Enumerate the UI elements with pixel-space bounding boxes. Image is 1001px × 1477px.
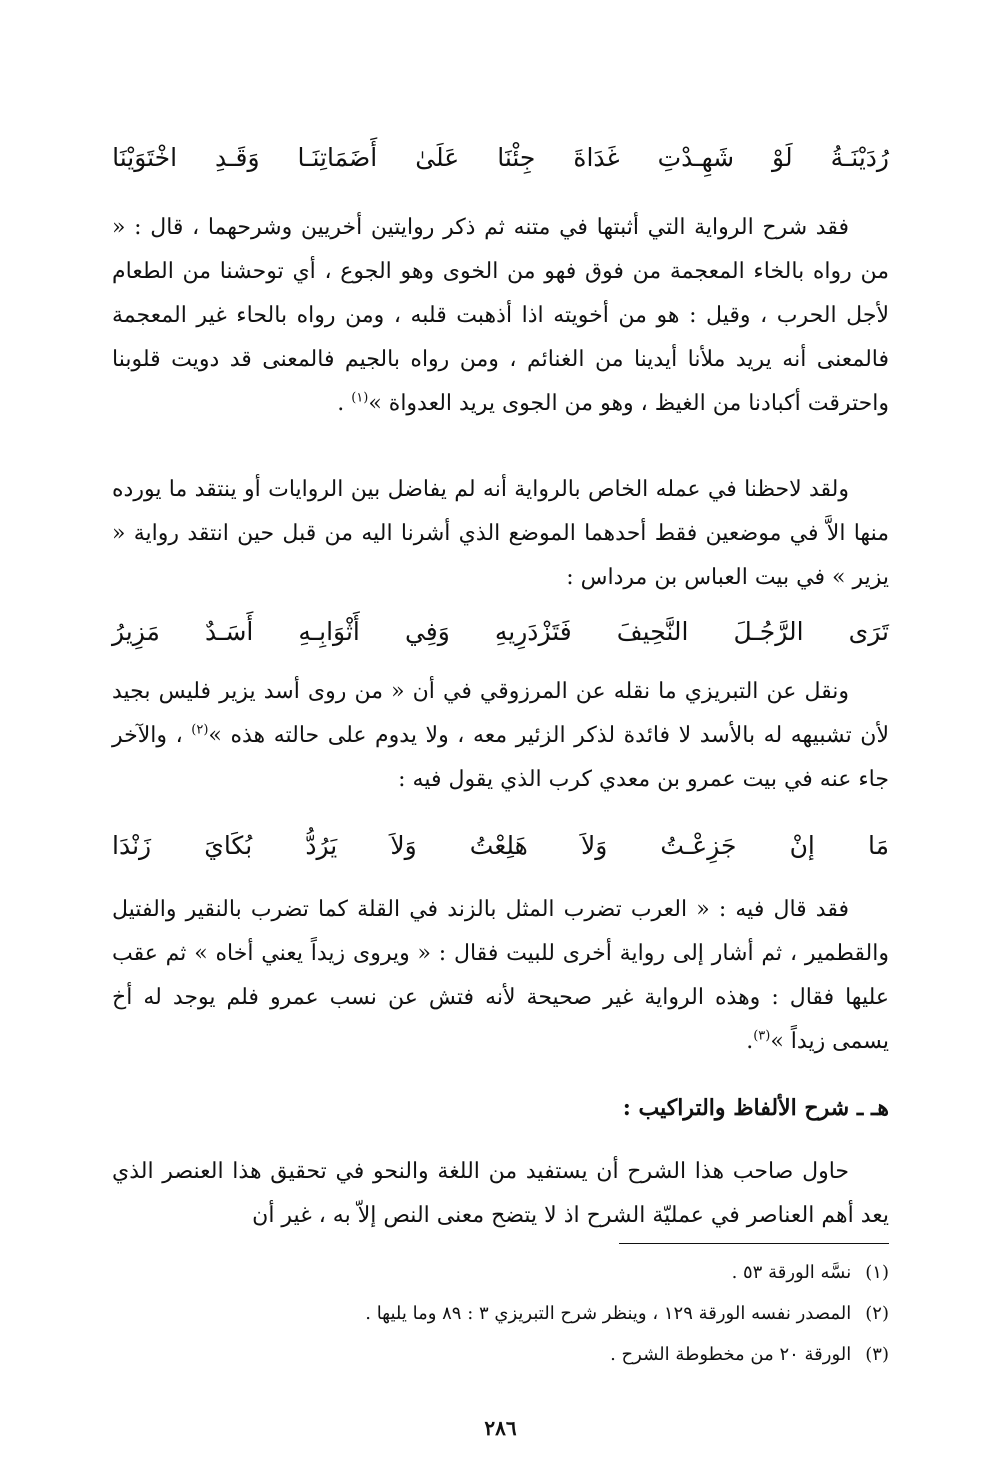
verse-word: هَلِعْتُ [469, 831, 528, 860]
paragraph-1-body: فقد شرح الرواية التي أثبتها في متنه ثم ذكر روايتين أخريين وشرحهما ، قال : « من رواه بالخاء المعجمة من فوق فهو من الخوى وهو الجوع ، أي توحشنا من الطعام لأجل الحرب ، وقيل : هو من أخويته اذا أذهبت قلبه ، ومن رواه بالحاء غير المعجمة فالمعنى أنه يريد ملأنا أيدينا من الغنائم ، ومن رواه بالجيم فالمعنى قد دويت قلوبنا واحترقت أكبادنا من الغيظ ، وهو من الجوى يريد العدواة » [112, 215, 889, 416]
verse-word: النَّحِيفَ [616, 617, 689, 646]
verse-word: مَا [867, 831, 889, 860]
verse-word: أَثْوَابِـهِ [298, 617, 360, 646]
paragraph-4-body: فقد قال فيه : « العرب تضرب المثل بالزند في القلة كما تضرب بالنقير والفتيل والقطمير ، ثم أشار إلى رواية أخرى للبيت فقال : « ويروى زيداً يعني أخاه » ثم عقب عليها فقال : وهذه الرواية غير صحيحة لأنه فتش عن نسب عمرو فلم يوجد له أخ يسمى زيداً » [112, 897, 889, 1054]
paragraph-3-end: ، والآخر جاء عنه في بيت عمرو بن معدي كرب الذي يقول فيه : [112, 723, 889, 792]
verse-word: جَزِعْـتُ [660, 831, 737, 860]
verse-line-3 [112, 826, 889, 866]
verse-word: أَضَمَاتِنَـا [297, 143, 378, 172]
footnotes [112, 1252, 889, 1375]
footnote-1 [112, 1252, 889, 1293]
footnote-number: (١) [865, 1262, 889, 1283]
footnote-text: المصدر نفسه الورقة ١٢٩ ، وينظر شرح التبريزي ٣ : ٨٩ وما يليها . [365, 1303, 852, 1324]
paragraph-1 [112, 206, 889, 426]
footnote-ref-2: (٢) [191, 722, 209, 738]
verse-word: وَقَـدِ [215, 143, 260, 172]
verse-word: فَتَزْدَرِيهِ [494, 617, 572, 646]
footnote-divider [619, 1243, 889, 1244]
verse-word: وَلاَ [390, 831, 417, 860]
page-number: ٢٨٦ [484, 1416, 517, 1440]
paragraph-5 [112, 1150, 889, 1238]
verse-word: وَفِي [404, 617, 450, 646]
footnote-number: (٣) [865, 1344, 889, 1365]
verse-word: اخْتَوَيْنَا [112, 143, 178, 172]
paragraph-2-text: ولقد لاحظنا في عمله الخاص بالرواية أنه لم يفاضل بين الروايات أو ينتقد ما يورده منها الاَّ في موضعين فقط أحدهما الموضع الذي أشرنا اليه من قبل حين انتقد رواية « يزير » في بيت العباس بن مرداس : [112, 477, 889, 590]
paragraph-3 [112, 670, 889, 802]
footnote-text: الورقة ٢٠ من مخطوطة الشرح . [610, 1344, 852, 1365]
verse-word: عَلَىٰ [415, 143, 460, 172]
verse-line-1 [112, 138, 889, 178]
paragraph-5-text: حاول صاحب هذا الشرح أن يستفيد من اللغة والنحو في تحقيق هذا العنصر الذي يعد أهم العناصر في عمليّة الشرح اذ لا يتضح معنى النص إلاّ به ، غير أن [112, 1159, 889, 1228]
verse-word: شَهِـدْتِ [657, 143, 735, 172]
verse-word: الرَّجُـلَ [733, 617, 804, 646]
verse-word: بُكَايَ [204, 831, 253, 860]
footnote-ref-3: (٣) [753, 1028, 771, 1044]
paragraph-4 [112, 888, 889, 1064]
paragraph-1-text [112, 206, 889, 426]
verse-line-2 [112, 612, 889, 652]
verse-word: وَلاَ [580, 831, 608, 860]
verse-word: تَرَى [848, 617, 889, 646]
verse-word: جِئْنَا [497, 143, 536, 172]
paragraph-4-text [112, 888, 889, 1064]
verse-word: أَسَـدٌ [205, 617, 254, 646]
verse-word: غَدَاةَ [573, 143, 620, 172]
verse-word: لَوْ [772, 143, 793, 172]
footnote-2 [112, 1293, 889, 1334]
footnote-number: (٢) [865, 1303, 889, 1324]
verse-word: يَرُدُّ [305, 831, 338, 860]
footnote-text: نسَّه الورقة ٥٣ . [731, 1262, 852, 1283]
verse-word: مَزِيرُ [112, 617, 160, 646]
paragraph-3-text [112, 670, 889, 802]
verse-word: رُدَيْنَـةُ [830, 143, 889, 172]
paragraph-4-end: . [746, 1029, 754, 1054]
paragraph-1-end: . [337, 391, 352, 416]
verse-word: إنْ [789, 831, 815, 860]
paragraph-3-body: ونقل عن التبريزي ما نقله عن المرزوقي في أن « من روى أسد يزير فليس بجيد لأن تشبيهه له بالأسد لا فائدة لذكر الزئير معه ، ولا يدوم على حالته هذه » [112, 679, 889, 748]
section-heading: هـ ـ شرح الألفاظ والتراكيب : [622, 1095, 889, 1121]
paragraph-2 [112, 468, 889, 600]
verse-word: زَنْدَا [112, 831, 152, 860]
footnote-3 [112, 1334, 889, 1375]
footnote-ref-1: (١) [351, 390, 369, 406]
